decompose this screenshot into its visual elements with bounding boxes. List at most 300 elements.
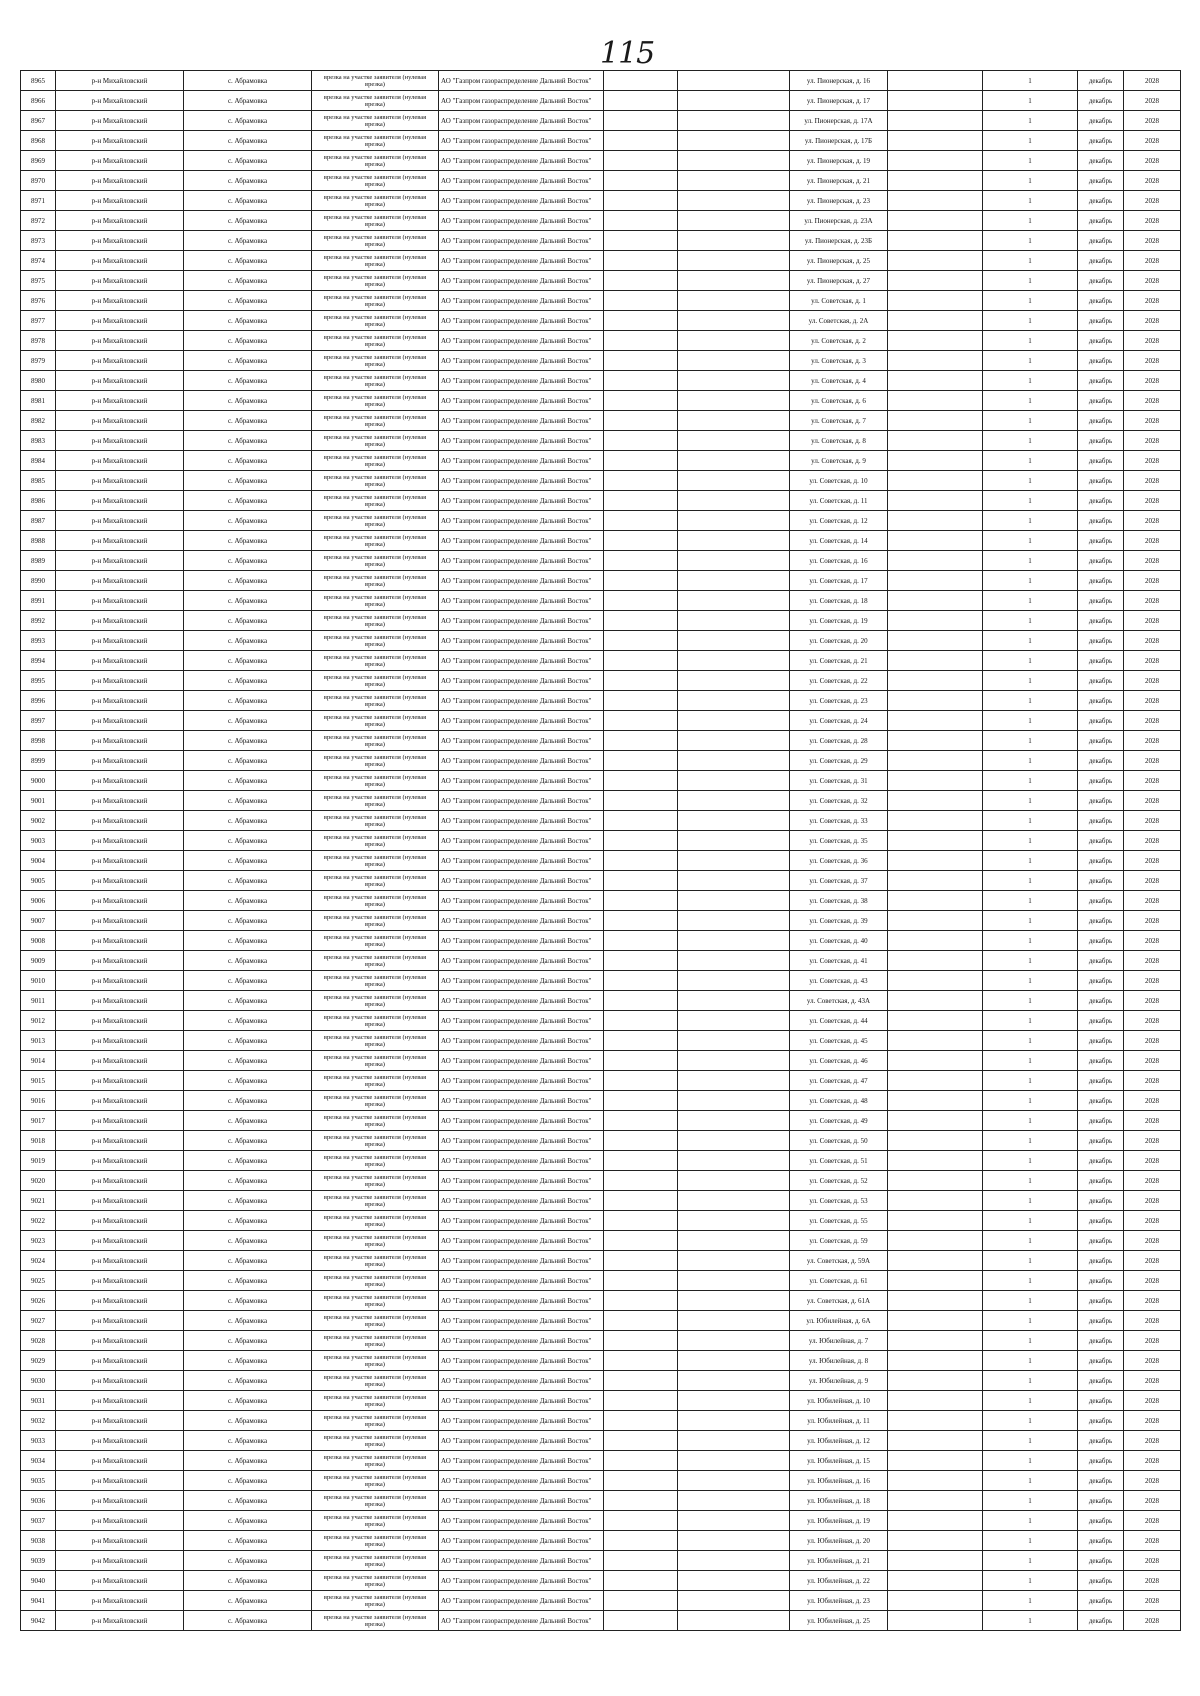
table-row [21, 451, 1181, 471]
month-cell: декабрь [1078, 251, 1124, 271]
work-type-cell: врезка на участке заявителя (нулевая врезка) [312, 451, 439, 471]
month-cell: декабрь [1078, 791, 1124, 811]
row-number: 9000 [21, 771, 56, 791]
work-type-cell: врезка на участке заявителя (нулевая врезка) [312, 1251, 439, 1271]
empty-cell [604, 111, 678, 131]
district-cell: р-н Михайловский [56, 611, 184, 631]
village-cell: с. Абрамовка [184, 371, 312, 391]
organization-cell: АО "Газпром газораспределение Дальний Восток" [439, 1491, 604, 1511]
work-type-cell: врезка на участке заявителя (нулевая врезка) [312, 971, 439, 991]
district-cell: р-н Михайловский [56, 1371, 184, 1391]
empty-cell [604, 691, 678, 711]
year-cell: 2028 [1124, 231, 1181, 251]
year-cell: 2028 [1124, 1211, 1181, 1231]
district-cell: р-н Михайловский [56, 91, 184, 111]
empty-cell [678, 1171, 790, 1191]
address-cell: ул. Советская, д. 36 [790, 851, 888, 871]
empty-cell [678, 591, 790, 611]
table-row [21, 671, 1181, 691]
work-type-cell: врезка на участке заявителя (нулевая врезка) [312, 951, 439, 971]
organization-cell: АО "Газпром газораспределение Дальний Восток" [439, 71, 604, 91]
empty-cell [678, 1311, 790, 1331]
year-cell: 2028 [1124, 1271, 1181, 1291]
count-cell: 1 [983, 1291, 1078, 1311]
empty-cell [678, 431, 790, 451]
row-number: 8980 [21, 371, 56, 391]
month-cell: декабрь [1078, 391, 1124, 411]
village-cell: с. Абрамовка [184, 1411, 312, 1431]
district-cell: р-н Михайловский [56, 811, 184, 831]
row-number: 8978 [21, 331, 56, 351]
district-cell: р-н Михайловский [56, 1351, 184, 1371]
empty-cell [604, 131, 678, 151]
address-cell: ул. Пионерская, д. 25 [790, 251, 888, 271]
empty-cell [678, 951, 790, 971]
month-cell: декабрь [1078, 1391, 1124, 1411]
empty-cell [888, 971, 983, 991]
work-type-cell: врезка на участке заявителя (нулевая врезка) [312, 711, 439, 731]
district-cell: р-н Михайловский [56, 1191, 184, 1211]
count-cell: 1 [983, 211, 1078, 231]
year-cell: 2028 [1124, 1291, 1181, 1311]
table-row [21, 931, 1181, 951]
table-row [21, 691, 1181, 711]
table-row [21, 1151, 1181, 1171]
address-cell: ул. Советская, д. 33 [790, 811, 888, 831]
row-number: 9019 [21, 1151, 56, 1171]
address-cell: ул. Советская, д. 44 [790, 1011, 888, 1031]
count-cell: 1 [983, 1051, 1078, 1071]
district-cell: р-н Михайловский [56, 951, 184, 971]
address-cell: ул. Пионерская, д. 21 [790, 171, 888, 191]
row-number: 9034 [21, 1451, 56, 1471]
district-cell: р-н Михайловский [56, 551, 184, 571]
table-row [21, 811, 1181, 831]
organization-cell: АО "Газпром газораспределение Дальний Восток" [439, 871, 604, 891]
district-cell: р-н Михайловский [56, 691, 184, 711]
village-cell: с. Абрамовка [184, 351, 312, 371]
month-cell: декабрь [1078, 631, 1124, 651]
organization-cell: АО "Газпром газораспределение Дальний Восток" [439, 111, 604, 131]
empty-cell [604, 211, 678, 231]
village-cell: с. Абрамовка [184, 1371, 312, 1391]
table-row [21, 171, 1181, 191]
year-cell: 2028 [1124, 891, 1181, 911]
district-cell: р-н Михайловский [56, 1571, 184, 1591]
empty-cell [678, 231, 790, 251]
district-cell: р-н Михайловский [56, 1231, 184, 1251]
village-cell: с. Абрамовка [184, 851, 312, 871]
count-cell: 1 [983, 471, 1078, 491]
row-number: 9024 [21, 1251, 56, 1271]
village-cell: с. Абрамовка [184, 631, 312, 651]
organization-cell: АО "Газпром газораспределение Дальний Восток" [439, 1091, 604, 1111]
village-cell: с. Абрамовка [184, 1291, 312, 1311]
work-type-cell: врезка на участке заявителя (нулевая врезка) [312, 251, 439, 271]
district-cell: р-н Михайловский [56, 571, 184, 591]
table-row [21, 211, 1181, 231]
row-number: 9023 [21, 1231, 56, 1251]
table-row [21, 731, 1181, 751]
empty-cell [888, 691, 983, 711]
count-cell: 1 [983, 371, 1078, 391]
village-cell: с. Абрамовка [184, 411, 312, 431]
row-number: 9018 [21, 1131, 56, 1151]
empty-cell [604, 1131, 678, 1151]
count-cell: 1 [983, 911, 1078, 931]
month-cell: декабрь [1078, 191, 1124, 211]
address-cell: ул. Юбилейная, д. 10 [790, 1391, 888, 1411]
count-cell: 1 [983, 1091, 1078, 1111]
organization-cell: АО "Газпром газораспределение Дальний Восток" [439, 711, 604, 731]
address-cell: ул. Советская, д. 10 [790, 471, 888, 491]
year-cell: 2028 [1124, 691, 1181, 711]
count-cell: 1 [983, 691, 1078, 711]
organization-cell: АО "Газпром газораспределение Дальний Восток" [439, 411, 604, 431]
year-cell: 2028 [1124, 1191, 1181, 1211]
row-number: 9032 [21, 1411, 56, 1431]
village-cell: с. Абрамовка [184, 291, 312, 311]
address-cell: ул. Советская, д. 23 [790, 691, 888, 711]
address-cell: ул. Пионерская, д. 16 [790, 71, 888, 91]
empty-cell [888, 731, 983, 751]
year-cell: 2028 [1124, 251, 1181, 271]
month-cell: декабрь [1078, 511, 1124, 531]
empty-cell [604, 1291, 678, 1311]
row-number: 9027 [21, 1311, 56, 1331]
district-cell: р-н Михайловский [56, 411, 184, 431]
empty-cell [604, 351, 678, 371]
count-cell: 1 [983, 1371, 1078, 1391]
work-type-cell: врезка на участке заявителя (нулевая врезка) [312, 191, 439, 211]
work-type-cell: врезка на участке заявителя (нулевая врезка) [312, 1151, 439, 1171]
address-cell: ул. Юбилейная, д. 8 [790, 1351, 888, 1371]
address-cell: ул. Советская, д. 6 [790, 391, 888, 411]
year-cell: 2028 [1124, 311, 1181, 331]
year-cell: 2028 [1124, 1251, 1181, 1271]
empty-cell [888, 831, 983, 851]
count-cell: 1 [983, 1351, 1078, 1371]
empty-cell [604, 71, 678, 91]
organization-cell: АО "Газпром газораспределение Дальний Восток" [439, 131, 604, 151]
row-number: 9041 [21, 1591, 56, 1611]
empty-cell [678, 851, 790, 871]
address-cell: ул. Советская, д. 48 [790, 1091, 888, 1111]
table-row [21, 311, 1181, 331]
table-row [21, 1231, 1181, 1251]
work-type-cell: врезка на участке заявителя (нулевая врезка) [312, 371, 439, 391]
empty-cell [888, 1451, 983, 1471]
row-number: 9031 [21, 1391, 56, 1411]
empty-cell [604, 1551, 678, 1571]
address-cell: ул. Пионерская, д. 19 [790, 151, 888, 171]
row-number: 8976 [21, 291, 56, 311]
organization-cell: АО "Газпром газораспределение Дальний Восток" [439, 551, 604, 571]
empty-cell [678, 511, 790, 531]
empty-cell [604, 651, 678, 671]
address-cell: ул. Советская, д. 7 [790, 411, 888, 431]
year-cell: 2028 [1124, 711, 1181, 731]
month-cell: декабрь [1078, 1331, 1124, 1351]
organization-cell: АО "Газпром газораспределение Дальний Восток" [439, 1311, 604, 1331]
empty-cell [678, 1191, 790, 1211]
empty-cell [604, 631, 678, 651]
count-cell: 1 [983, 1031, 1078, 1051]
empty-cell [604, 451, 678, 471]
empty-cell [678, 1211, 790, 1231]
year-cell: 2028 [1124, 1451, 1181, 1471]
village-cell: с. Абрамовка [184, 1571, 312, 1591]
organization-cell: АО "Газпром газораспределение Дальний Восток" [439, 1611, 604, 1631]
empty-cell [678, 1571, 790, 1591]
address-cell: ул. Юбилейная, д. 25 [790, 1611, 888, 1631]
organization-cell: АО "Газпром газораспределение Дальний Восток" [439, 1391, 604, 1411]
empty-cell [604, 1511, 678, 1531]
empty-cell [888, 1011, 983, 1031]
organization-cell: АО "Газпром газораспределение Дальний Восток" [439, 1191, 604, 1211]
district-cell: р-н Михайловский [56, 71, 184, 91]
empty-cell [678, 331, 790, 351]
village-cell: с. Абрамовка [184, 451, 312, 471]
district-cell: р-н Михайловский [56, 451, 184, 471]
table-row [21, 711, 1181, 731]
empty-cell [888, 591, 983, 611]
organization-cell: АО "Газпром газораспределение Дальний Восток" [439, 1251, 604, 1271]
address-cell: ул. Советская, д. 43А [790, 991, 888, 1011]
empty-cell [604, 951, 678, 971]
work-type-cell: врезка на участке заявителя (нулевая врезка) [312, 1111, 439, 1131]
count-cell: 1 [983, 1111, 1078, 1131]
month-cell: декабрь [1078, 431, 1124, 451]
empty-cell [888, 411, 983, 431]
address-cell: ул. Пионерская, д. 17А [790, 111, 888, 131]
count-cell: 1 [983, 1131, 1078, 1151]
empty-cell [604, 371, 678, 391]
address-cell: ул. Советская, д. 21 [790, 651, 888, 671]
year-cell: 2028 [1124, 1171, 1181, 1191]
empty-cell [678, 351, 790, 371]
empty-cell [678, 111, 790, 131]
village-cell: с. Абрамовка [184, 1551, 312, 1571]
month-cell: декабрь [1078, 911, 1124, 931]
village-cell: с. Абрамовка [184, 1311, 312, 1331]
work-type-cell: врезка на участке заявителя (нулевая врезка) [312, 431, 439, 451]
empty-cell [888, 391, 983, 411]
count-cell: 1 [983, 291, 1078, 311]
organization-cell: АО "Газпром газораспределение Дальний Восток" [439, 191, 604, 211]
empty-cell [604, 1611, 678, 1631]
month-cell: декабрь [1078, 571, 1124, 591]
district-cell: р-н Михайловский [56, 1171, 184, 1191]
work-type-cell: врезка на участке заявителя (нулевая врезка) [312, 1211, 439, 1231]
count-cell: 1 [983, 191, 1078, 211]
organization-cell: АО "Газпром газораспределение Дальний Восток" [439, 491, 604, 511]
empty-cell [604, 991, 678, 1011]
year-cell: 2028 [1124, 571, 1181, 591]
work-type-cell: врезка на участке заявителя (нулевая врезка) [312, 491, 439, 511]
row-number: 8998 [21, 731, 56, 751]
empty-cell [604, 1431, 678, 1451]
count-cell: 1 [983, 951, 1078, 971]
organization-cell: АО "Газпром газораспределение Дальний Восток" [439, 611, 604, 631]
organization-cell: АО "Газпром газораспределение Дальний Восток" [439, 1551, 604, 1571]
month-cell: декабрь [1078, 811, 1124, 831]
empty-cell [678, 1551, 790, 1571]
work-type-cell: врезка на участке заявителя (нулевая врезка) [312, 351, 439, 371]
empty-cell [604, 711, 678, 731]
empty-cell [678, 1351, 790, 1371]
year-cell: 2028 [1124, 171, 1181, 191]
empty-cell [888, 1591, 983, 1611]
empty-cell [888, 1471, 983, 1491]
address-cell: ул. Советская, д. 2А [790, 311, 888, 331]
organization-cell: АО "Газпром газораспределение Дальний Восток" [439, 1011, 604, 1031]
district-cell: р-н Михайловский [56, 331, 184, 351]
row-number: 9038 [21, 1531, 56, 1551]
row-number: 9002 [21, 811, 56, 831]
work-type-cell: врезка на участке заявителя (нулевая врезка) [312, 1291, 439, 1311]
month-cell: декабрь [1078, 151, 1124, 171]
month-cell: декабрь [1078, 1511, 1124, 1531]
work-type-cell: врезка на участке заявителя (нулевая врезка) [312, 631, 439, 651]
empty-cell [604, 671, 678, 691]
year-cell: 2028 [1124, 851, 1181, 871]
empty-cell [888, 271, 983, 291]
empty-cell [604, 1191, 678, 1211]
count-cell: 1 [983, 1231, 1078, 1251]
count-cell: 1 [983, 1491, 1078, 1511]
work-type-cell: врезка на участке заявителя (нулевая врезка) [312, 1591, 439, 1611]
address-cell: ул. Советская, д. 8 [790, 431, 888, 451]
table-row [21, 371, 1181, 391]
month-cell: декабрь [1078, 111, 1124, 131]
work-type-cell: врезка на участке заявителя (нулевая врезка) [312, 1571, 439, 1591]
month-cell: декабрь [1078, 1411, 1124, 1431]
table-row [21, 1611, 1181, 1631]
empty-cell [888, 1191, 983, 1211]
year-cell: 2028 [1124, 1371, 1181, 1391]
empty-cell [888, 1251, 983, 1271]
empty-cell [678, 1031, 790, 1051]
village-cell: с. Абрамовка [184, 771, 312, 791]
row-number: 8996 [21, 691, 56, 711]
year-cell: 2028 [1124, 871, 1181, 891]
organization-cell: АО "Газпром газораспределение Дальний Восток" [439, 211, 604, 231]
work-type-cell: врезка на участке заявителя (нулевая врезка) [312, 531, 439, 551]
year-cell: 2028 [1124, 411, 1181, 431]
table-row [21, 651, 1181, 671]
work-type-cell: врезка на участке заявителя (нулевая врезка) [312, 1511, 439, 1531]
empty-cell [604, 771, 678, 791]
village-cell: с. Абрамовка [184, 891, 312, 911]
count-cell: 1 [983, 551, 1078, 571]
address-cell: ул. Советская, д. 17 [790, 571, 888, 591]
table-row [21, 191, 1181, 211]
empty-cell [604, 191, 678, 211]
organization-cell: АО "Газпром газораспределение Дальний Восток" [439, 571, 604, 591]
organization-cell: АО "Газпром газораспределение Дальний Восток" [439, 1371, 604, 1391]
table-row [21, 1591, 1181, 1611]
work-type-cell: врезка на участке заявителя (нулевая врезка) [312, 911, 439, 931]
empty-cell [678, 811, 790, 831]
row-number: 8974 [21, 251, 56, 271]
empty-cell [888, 751, 983, 771]
empty-cell [888, 71, 983, 91]
work-type-cell: врезка на участке заявителя (нулевая врезка) [312, 1391, 439, 1411]
empty-cell [678, 871, 790, 891]
empty-cell [604, 1091, 678, 1111]
district-cell: р-н Михайловский [56, 151, 184, 171]
empty-cell [888, 1151, 983, 1171]
district-cell: р-н Михайловский [56, 1391, 184, 1411]
work-type-cell: врезка на участке заявителя (нулевая врезка) [312, 311, 439, 331]
table-row [21, 831, 1181, 851]
empty-cell [604, 1531, 678, 1551]
table-row [21, 751, 1181, 771]
village-cell: с. Абрамовка [184, 651, 312, 671]
address-cell: ул. Юбилейная, д. 21 [790, 1551, 888, 1571]
work-type-cell: врезка на участке заявителя (нулевая врезка) [312, 231, 439, 251]
district-cell: р-н Михайловский [56, 831, 184, 851]
empty-cell [888, 111, 983, 131]
empty-cell [678, 711, 790, 731]
count-cell: 1 [983, 991, 1078, 1011]
row-number: 9016 [21, 1091, 56, 1111]
month-cell: декабрь [1078, 991, 1124, 1011]
village-cell: с. Абрамовка [184, 1091, 312, 1111]
organization-cell: АО "Газпром газораспределение Дальний Восток" [439, 1171, 604, 1191]
village-cell: с. Абрамовка [184, 71, 312, 91]
table-row [21, 591, 1181, 611]
organization-cell: АО "Газпром газораспределение Дальний Восток" [439, 1531, 604, 1551]
year-cell: 2028 [1124, 931, 1181, 951]
empty-cell [888, 371, 983, 391]
row-number: 8975 [21, 271, 56, 291]
year-cell: 2028 [1124, 391, 1181, 411]
organization-cell: АО "Газпром газораспределение Дальний Восток" [439, 451, 604, 471]
table-row [21, 871, 1181, 891]
row-number: 8987 [21, 511, 56, 531]
address-cell: ул. Советская, д. 46 [790, 1051, 888, 1071]
organization-cell: АО "Газпром газораспределение Дальний Восток" [439, 971, 604, 991]
empty-cell [888, 131, 983, 151]
count-cell: 1 [983, 171, 1078, 191]
count-cell: 1 [983, 251, 1078, 271]
count-cell: 1 [983, 1531, 1078, 1551]
month-cell: декабрь [1078, 1291, 1124, 1311]
month-cell: декабрь [1078, 891, 1124, 911]
gasification-schedule-table [20, 70, 1181, 1631]
row-number: 9028 [21, 1331, 56, 1351]
year-cell: 2028 [1124, 1611, 1181, 1631]
district-cell: р-н Михайловский [56, 1511, 184, 1531]
empty-cell [604, 1211, 678, 1231]
organization-cell: АО "Газпром газораспределение Дальний Восток" [439, 1351, 604, 1371]
village-cell: с. Абрамовка [184, 591, 312, 611]
count-cell: 1 [983, 731, 1078, 751]
address-cell: ул. Советская, д. 18 [790, 591, 888, 611]
organization-cell: АО "Газпром газораспределение Дальний Восток" [439, 391, 604, 411]
empty-cell [604, 391, 678, 411]
month-cell: декабрь [1078, 1491, 1124, 1511]
empty-cell [604, 91, 678, 111]
year-cell: 2028 [1124, 751, 1181, 771]
count-cell: 1 [983, 111, 1078, 131]
work-type-cell: врезка на участке заявителя (нулевая врезка) [312, 1331, 439, 1351]
empty-cell [604, 871, 678, 891]
row-number: 9001 [21, 791, 56, 811]
work-type-cell: врезка на участке заявителя (нулевая врезка) [312, 791, 439, 811]
